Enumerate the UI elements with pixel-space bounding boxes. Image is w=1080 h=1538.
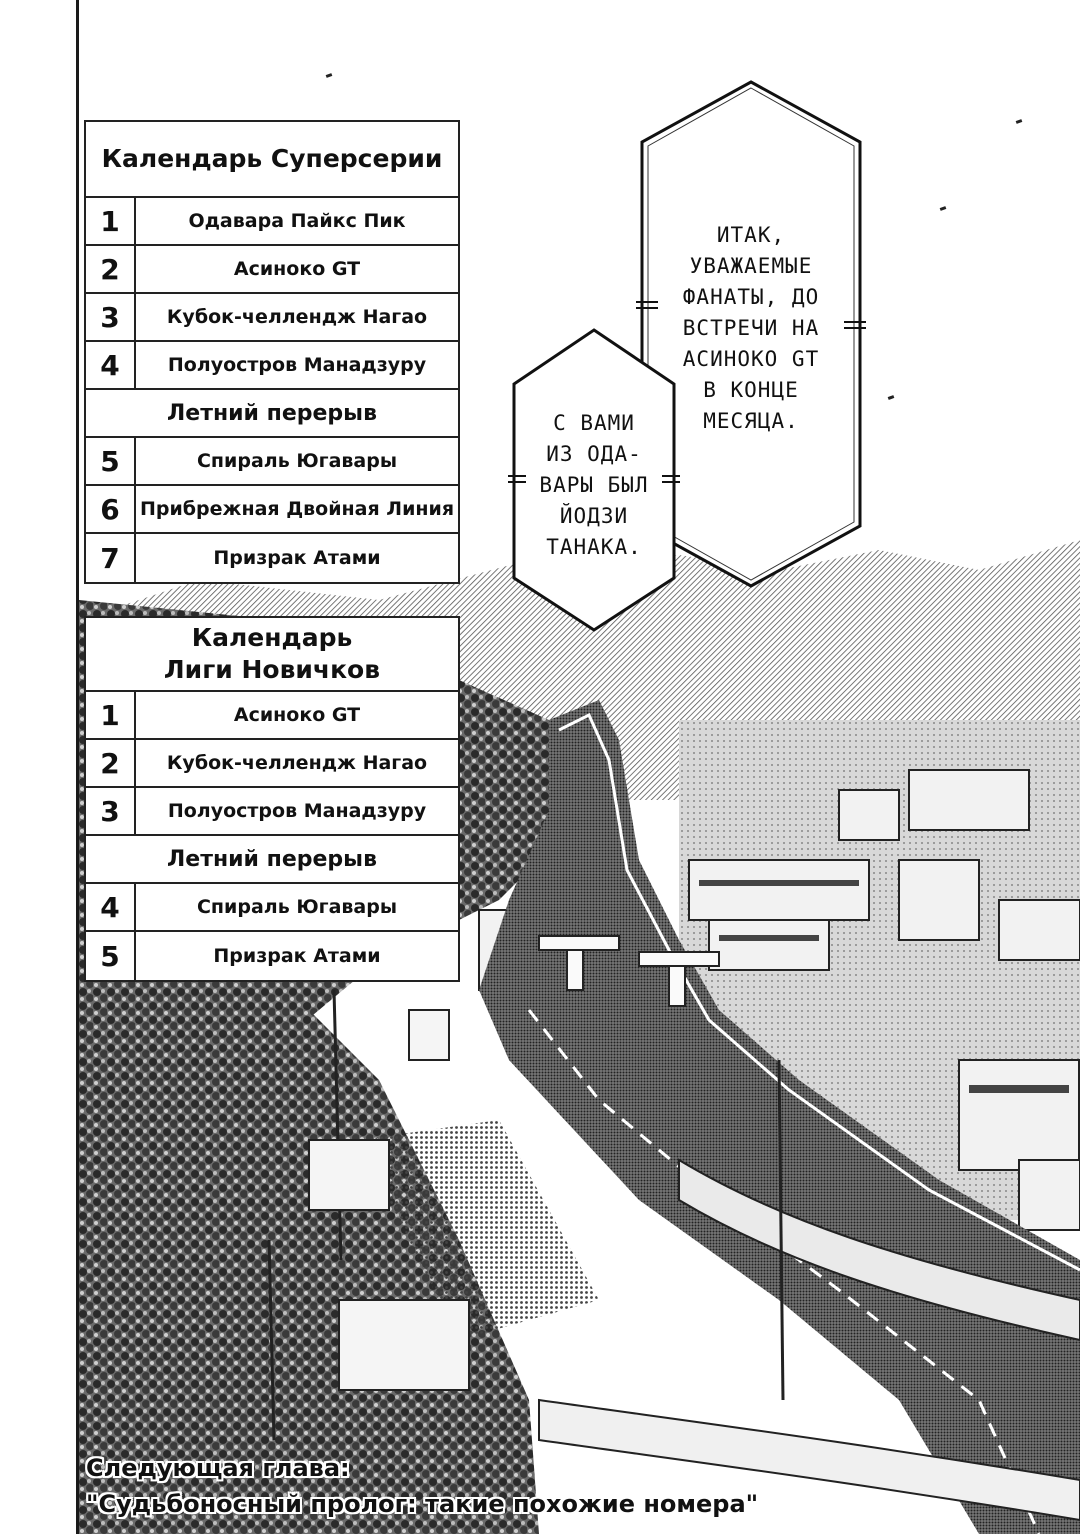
calendar-row	[86, 342, 458, 390]
track-name: Призрак Атами	[213, 945, 381, 967]
track-name: Призрак Атами	[213, 547, 381, 569]
calendar-row	[86, 788, 458, 836]
superseries-calendar-table	[84, 120, 460, 584]
balloon-line: ТАНАКА.	[546, 535, 642, 559]
summer-break-row: Летний перерыв	[86, 390, 458, 438]
track-name: Одавара Пайкс Пик	[188, 210, 406, 232]
round-number: 3	[86, 294, 136, 340]
superseries-calendar-title: Календарь Суперсерии	[86, 122, 458, 198]
round-number: 5	[86, 438, 136, 484]
ink-speck	[326, 73, 333, 78]
balloon-line: ИЗ ОДА-	[546, 442, 642, 466]
balloon-line: В КОНЦЕ	[703, 378, 799, 402]
calendar-row	[86, 692, 458, 740]
track-name: Полуостров Манадзуру	[167, 354, 427, 376]
balloon-line: С ВАМИ	[553, 411, 635, 435]
round-number: 4	[86, 884, 136, 930]
calendar-row	[86, 246, 458, 294]
calendar-row	[86, 884, 458, 932]
calendar-row	[86, 740, 458, 788]
balloon-line: УВАЖАЕМЫЕ	[689, 254, 813, 278]
round-number: 1	[86, 692, 136, 738]
calendar-row	[86, 294, 458, 342]
round-number: 2	[86, 740, 136, 786]
balloon-line: ФАНАТЫ, ДО	[682, 285, 820, 309]
rookie-league-calendar-table	[84, 616, 460, 982]
balloon-line: ВСТРЕЧИ НА	[682, 316, 820, 340]
track-name: Спираль Югавары	[196, 450, 398, 472]
round-number: 3	[86, 788, 136, 834]
round-number: 1	[86, 198, 136, 244]
balloon-line: ИТАК,	[716, 223, 786, 247]
speech-balloon-left	[508, 326, 680, 634]
next-chapter-label: Следующая глава:	[86, 1454, 350, 1482]
round-number: 2	[86, 246, 136, 292]
track-name: Кубок-челлендж Нагао	[166, 752, 428, 774]
rookie-calendar-title	[86, 618, 458, 692]
ink-speck	[888, 395, 895, 400]
calendar-row	[86, 534, 458, 582]
track-name: Асиноко GT	[233, 704, 361, 726]
balloon-right-text	[656, 220, 846, 437]
track-name: Кубок-челлендж Нагао	[166, 306, 428, 328]
summer-break-row: Летний перерыв	[86, 836, 458, 884]
rookie-calendar-title-line2: Лиги Новичков	[163, 655, 381, 684]
balloon-line: ЙОДЗИ	[559, 504, 629, 528]
track-name: Спираль Югавары	[196, 896, 398, 918]
round-number: 6	[86, 486, 136, 532]
calendar-row	[86, 932, 458, 980]
next-chapter-title: "Судьбоносный пролог: такие похожие номера"	[86, 1490, 759, 1518]
balloon-line: АСИНОКО GT	[682, 347, 820, 371]
calendar-row	[86, 486, 458, 534]
calendar-row	[86, 438, 458, 486]
round-number: 4	[86, 342, 136, 388]
balloon-line: ВАРЫ БЫЛ	[539, 473, 649, 497]
ink-speck	[940, 206, 947, 211]
round-number: 5	[86, 932, 136, 980]
balloon-left-text	[522, 408, 666, 563]
track-name: Прибрежная Двойная Линия	[139, 498, 455, 520]
ink-speck	[1016, 119, 1023, 124]
round-number: 7	[86, 534, 136, 582]
track-name: Асиноко GT	[233, 258, 361, 280]
rookie-calendar-title-line1: Календарь	[191, 623, 353, 652]
track-name: Полуостров Манадзуру	[167, 800, 427, 822]
balloon-line: МЕСЯЦА.	[703, 409, 799, 433]
calendar-row	[86, 198, 458, 246]
